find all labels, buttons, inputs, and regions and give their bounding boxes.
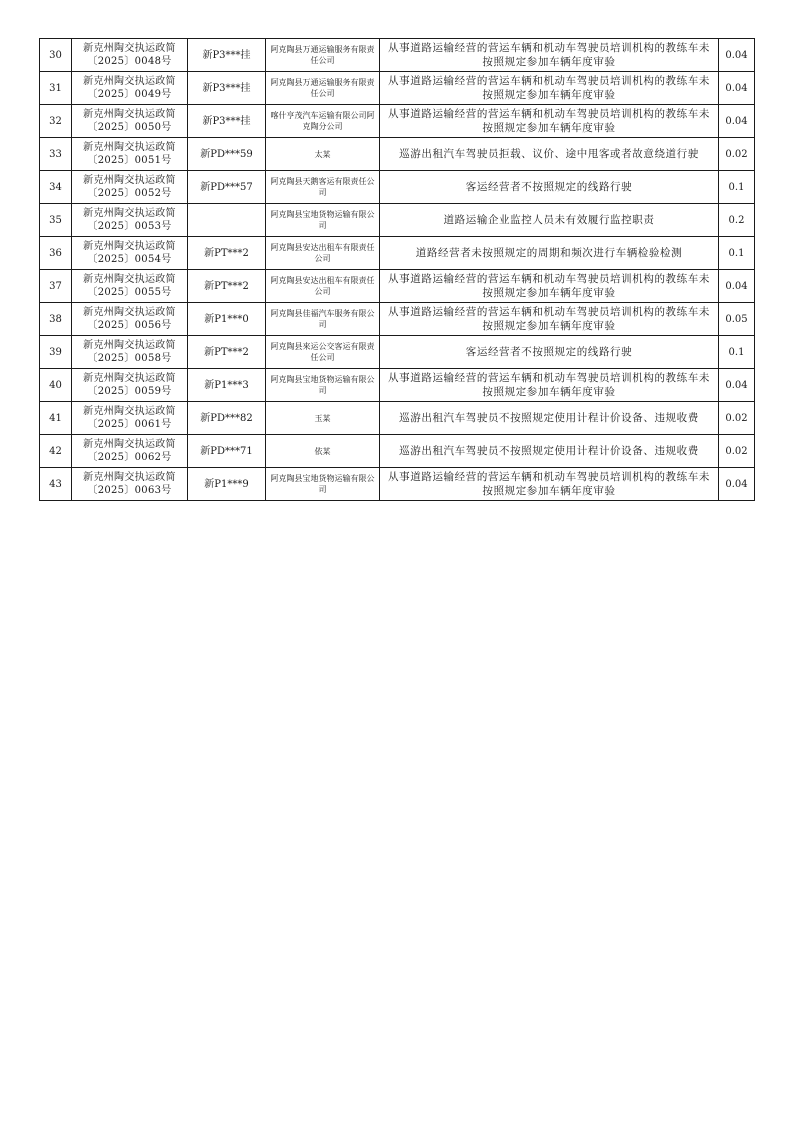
row-number: 37	[40, 270, 72, 303]
party-name: 阿克陶县來运公交客运有限责任公司	[266, 336, 380, 369]
fine-amount: 0.04	[719, 468, 755, 501]
fine-amount: 0.02	[719, 402, 755, 435]
table-row	[40, 171, 755, 204]
party-name: 依某	[266, 435, 380, 468]
violation-description: 巡游出租汽车驾驶员不按照规定使用计程计价设备、违规收费	[380, 435, 719, 468]
row-number: 35	[40, 204, 72, 237]
plate-number: 新P1***0	[188, 303, 266, 336]
plate-number: 新PD***71	[188, 435, 266, 468]
document-number: 新克州陶交执运政简〔2025〕0053号	[72, 204, 188, 237]
table-row	[40, 435, 755, 468]
party-name: 阿克陶县安达出租车有限责任公司	[266, 270, 380, 303]
row-number: 34	[40, 171, 72, 204]
table-row	[40, 39, 755, 72]
row-number: 31	[40, 72, 72, 105]
penalty-table	[39, 38, 755, 501]
violation-description: 从事道路运输经营的营运车辆和机动车驾驶员培训机构的教练车未按照规定参加车辆年度审验	[380, 270, 719, 303]
table-row	[40, 369, 755, 402]
document-number: 新克州陶交执运政简〔2025〕0062号	[72, 435, 188, 468]
table-row	[40, 72, 755, 105]
plate-number: 新P3***挂	[188, 72, 266, 105]
violation-description: 从事道路运输经营的营运车辆和机动车驾驶员培训机构的教练车未按照规定参加车辆年度审验	[380, 105, 719, 138]
party-name: 阿克陶县万通运输服务有限责任公司	[266, 72, 380, 105]
document-number: 新克州陶交执运政简〔2025〕0055号	[72, 270, 188, 303]
party-name: 喀什亨茂汽车运输有限公司阿克陶分公司	[266, 105, 380, 138]
fine-amount: 0.05	[719, 303, 755, 336]
party-name: 阿克陶县宝地货物运输有限公司	[266, 369, 380, 402]
party-name: 阿克陶县宝地货物运输有限公司	[266, 204, 380, 237]
document-number: 新克州陶交执运政简〔2025〕0048号	[72, 39, 188, 72]
fine-amount: 0.04	[719, 270, 755, 303]
fine-amount: 0.04	[719, 72, 755, 105]
row-number: 39	[40, 336, 72, 369]
table-row	[40, 138, 755, 171]
document-number: 新克州陶交执运政简〔2025〕0059号	[72, 369, 188, 402]
party-name: 阿克陶县安达出租车有限责任公司	[266, 237, 380, 270]
violation-description: 从事道路运输经营的营运车辆和机动车驾驶员培训机构的教练车未按照规定参加车辆年度审验	[380, 369, 719, 402]
document-number: 新克州陶交执运政简〔2025〕0056号	[72, 303, 188, 336]
plate-number: 新PD***59	[188, 138, 266, 171]
violation-description: 从事道路运输经营的营运车辆和机动车驾驶员培训机构的教练车未按照规定参加车辆年度审验	[380, 468, 719, 501]
document-number: 新克州陶交执运政简〔2025〕0051号	[72, 138, 188, 171]
plate-number: 新P3***挂	[188, 39, 266, 72]
document-number: 新克州陶交执运政简〔2025〕0052号	[72, 171, 188, 204]
violation-description: 道路经营者未按照规定的周期和频次进行车辆检验检测	[380, 237, 719, 270]
row-number: 43	[40, 468, 72, 501]
table-row	[40, 270, 755, 303]
plate-number: 新PD***57	[188, 171, 266, 204]
fine-amount: 0.1	[719, 171, 755, 204]
row-number: 32	[40, 105, 72, 138]
violation-description: 巡游出租汽车驾驶员不按照规定使用计程计价设备、违规收费	[380, 402, 719, 435]
plate-number: 新P3***挂	[188, 105, 266, 138]
violation-description: 道路运输企业监控人员未有效履行监控职责	[380, 204, 719, 237]
violation-description: 客运经营者不按照规定的线路行驶	[380, 171, 719, 204]
document-number: 新克州陶交执运政简〔2025〕0054号	[72, 237, 188, 270]
document-number: 新克州陶交执运政简〔2025〕0050号	[72, 105, 188, 138]
fine-amount: 0.02	[719, 435, 755, 468]
plate-number: 新P1***3	[188, 369, 266, 402]
fine-amount: 0.04	[719, 369, 755, 402]
row-number: 36	[40, 237, 72, 270]
table-row	[40, 204, 755, 237]
fine-amount: 0.04	[719, 39, 755, 72]
fine-amount: 0.04	[719, 105, 755, 138]
plate-number: 新PT***2	[188, 270, 266, 303]
party-name: 阿克陶县万通运输服务有限责任公司	[266, 39, 380, 72]
table-row	[40, 336, 755, 369]
document-number: 新克州陶交执运政简〔2025〕0063号	[72, 468, 188, 501]
plate-number: 新PT***2	[188, 336, 266, 369]
party-name: 阿克陶县天鹅客运有限责任公司	[266, 171, 380, 204]
party-name: 太某	[266, 138, 380, 171]
party-name: 阿克陶县宝地货物运输有限公司	[266, 468, 380, 501]
row-number: 42	[40, 435, 72, 468]
plate-number: 新P1***9	[188, 468, 266, 501]
violation-description: 巡游出租汽车驾驶员拒载、议价、途中甩客或者故意绕道行驶	[380, 138, 719, 171]
row-number: 40	[40, 369, 72, 402]
document-number: 新克州陶交执运政简〔2025〕0061号	[72, 402, 188, 435]
table-row	[40, 468, 755, 501]
row-number: 41	[40, 402, 72, 435]
fine-amount: 0.1	[719, 237, 755, 270]
document-number: 新克州陶交执运政简〔2025〕0058号	[72, 336, 188, 369]
party-name: 阿克陶县佳福汽车服务有限公司	[266, 303, 380, 336]
fine-amount: 0.1	[719, 336, 755, 369]
table-row	[40, 303, 755, 336]
document-number: 新克州陶交执运政简〔2025〕0049号	[72, 72, 188, 105]
plate-number: 新PT***2	[188, 237, 266, 270]
plate-number: 新PD***82	[188, 402, 266, 435]
table-body	[40, 39, 755, 501]
party-name: 玉某	[266, 402, 380, 435]
fine-amount: 0.02	[719, 138, 755, 171]
table-row	[40, 105, 755, 138]
violation-description: 从事道路运输经营的营运车辆和机动车驾驶员培训机构的教练车未按照规定参加车辆年度审验	[380, 72, 719, 105]
table-row	[40, 402, 755, 435]
table-row	[40, 237, 755, 270]
row-number: 30	[40, 39, 72, 72]
violation-description: 客运经营者不按照规定的线路行驶	[380, 336, 719, 369]
row-number: 38	[40, 303, 72, 336]
plate-number	[188, 204, 266, 237]
violation-description: 从事道路运输经营的营运车辆和机动车驾驶员培训机构的教练车未按照规定参加车辆年度审验	[380, 39, 719, 72]
fine-amount: 0.2	[719, 204, 755, 237]
violation-description: 从事道路运输经营的营运车辆和机动车驾驶员培训机构的教练车未按照规定参加车辆年度审验	[380, 303, 719, 336]
row-number: 33	[40, 138, 72, 171]
